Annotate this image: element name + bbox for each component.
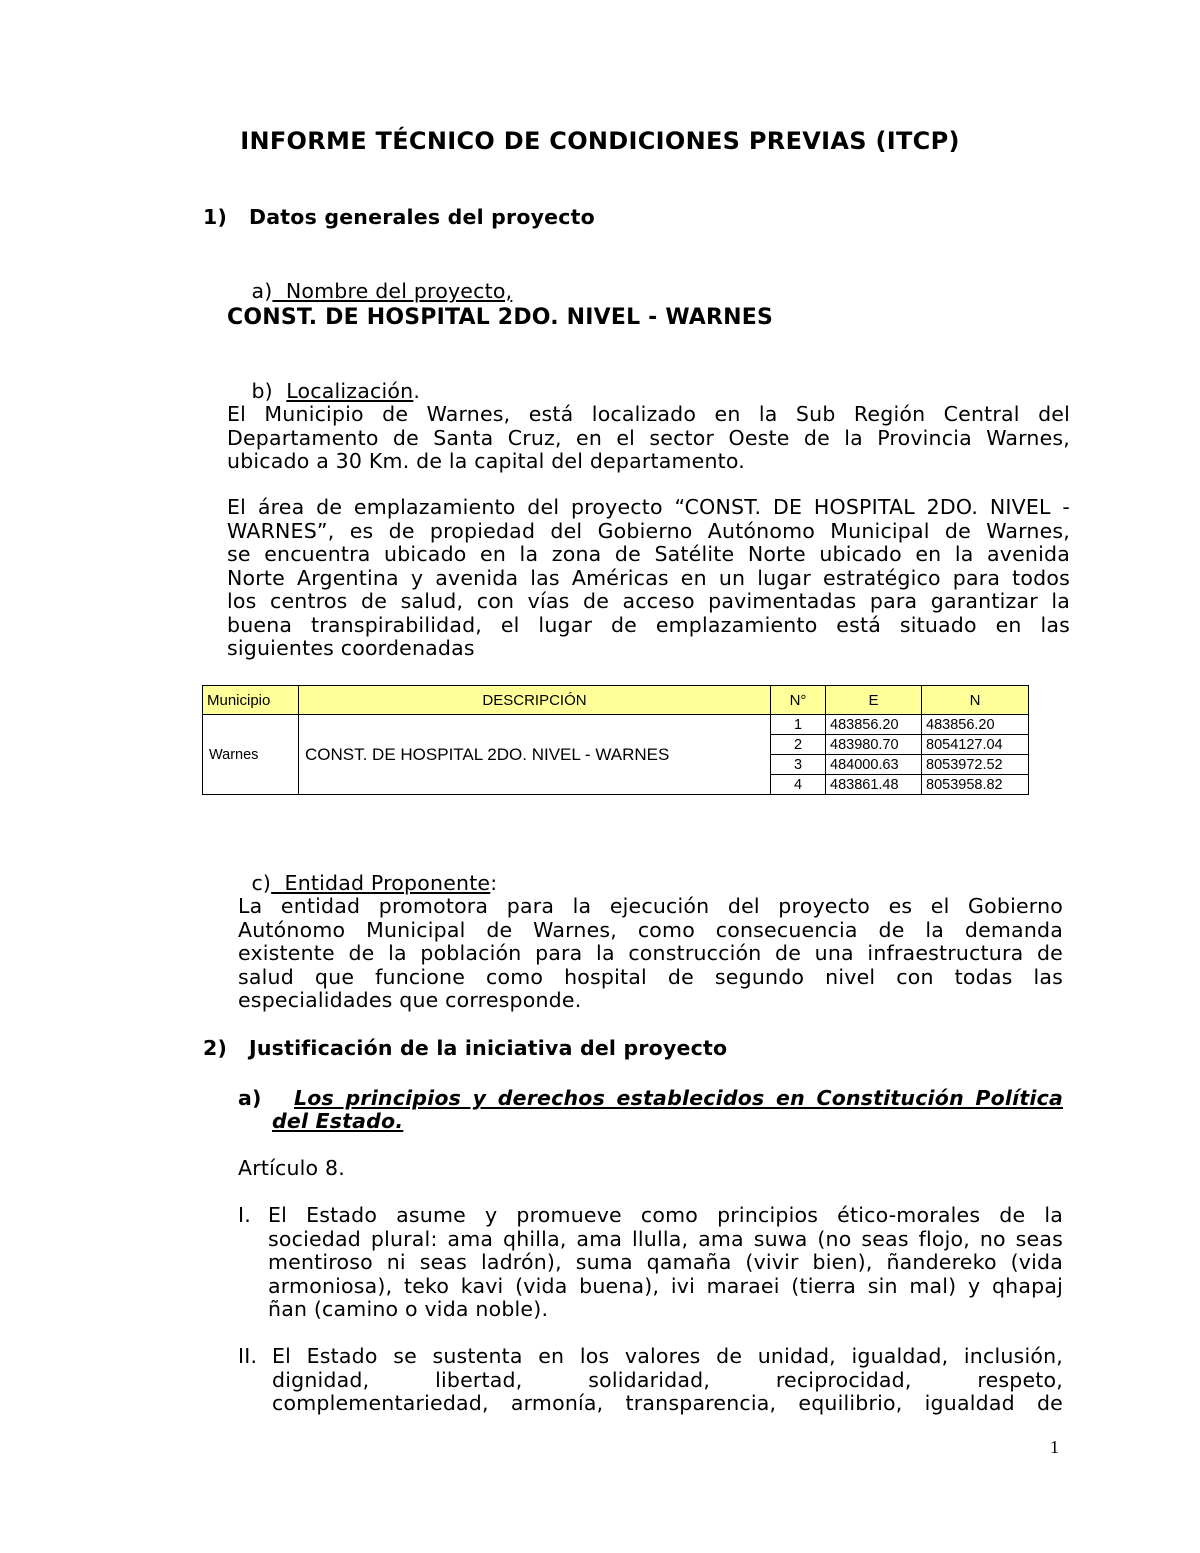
paragraph-line: especialidades que corresponde. [238, 988, 582, 1012]
subsection-a-heading [238, 256, 512, 303]
paragraph-line: se encuentra ubicado en la zona de Satélite Norte ubicado en la avenida [227, 542, 1070, 566]
subsection-c-heading [238, 848, 497, 895]
item-1-text [268, 1204, 1063, 1322]
paragraph-line: dignidad, libertad, solidaridad, reciprocidad, respeto, [272, 1367, 1063, 1392]
paragraph-line: buena transpirabilidad, el lugar de emplazamiento está situado en las [227, 612, 1070, 637]
paragraph-line: ñan (camino o vida noble). [268, 1297, 549, 1321]
paragraph-line: ubicado a 30 Km. de la capital del departamento. [227, 449, 745, 473]
cell-n: 8053972.52 [922, 755, 1029, 775]
cell-number: 3 [771, 755, 826, 775]
section-2-heading: 2) Justificación de la iniciativa del proyecto [203, 1036, 728, 1060]
paragraph-line: sociedad plural: ama qhilla, ama llulla, ama suwa (no seas flojo, no seas [268, 1226, 1063, 1251]
paragraph-line: salud que funcione como hospital de segundo nivel con todas las [238, 964, 1063, 989]
subsection-b-marker: b) [251, 378, 287, 403]
cell-number: 1 [771, 715, 826, 735]
cell-e: 484000.63 [826, 755, 922, 775]
header-e: E [826, 686, 922, 715]
paragraph-line: existente de la población para la construcción de una infraestructura de [238, 941, 1063, 965]
paragraph-line: mentiroso ni seas ladrón), suma qamaña (vivir bien), ñandereko (vida [268, 1250, 1063, 1274]
articulo-heading: Artículo 8. [238, 1156, 345, 1180]
item-1-marker: I. [238, 1203, 251, 1227]
subsection-b-label: Localización [286, 378, 414, 403]
paragraph-line: El Estado asume y promueve como principios ético-morales de la [268, 1203, 1063, 1227]
header-descripcion: DESCRIPCIÓN [299, 686, 771, 715]
project-name: CONST. DE HOSPITAL 2DO. NIVEL - WARNES [227, 305, 774, 330]
subsection-b-dot: . [413, 378, 421, 403]
subsection-c-label: Entidad Proponente [271, 870, 491, 895]
cell-descripcion: CONST. DE HOSPITAL 2DO. NIVEL - WARNES [299, 715, 771, 795]
paragraph-line: Norte Argentina y avenida las Américas en un lugar estratégico para todos [227, 565, 1070, 590]
paragraph-line: Departamento de Santa Cruz, en el sector Oeste de la Provincia Warnes, [227, 425, 1070, 450]
cell-number: 2 [771, 735, 826, 755]
cell-e: 483861.48 [826, 775, 922, 795]
item-2-marker: II. [238, 1344, 258, 1368]
paragraph-line: los centros de salud, con vías de acceso pavimentadas para garantizar la [227, 589, 1070, 613]
location-paragraph [227, 403, 1070, 474]
coordinates-table [202, 685, 1029, 795]
header-numero: N° [771, 686, 826, 715]
section-2-a-text-2: del Estado. [272, 1109, 404, 1133]
subsection-a-label: Nombre del proyecto, [272, 278, 513, 303]
section-1-heading: 1) Datos generales del proyecto [203, 205, 595, 229]
cell-n: 8053958.82 [922, 775, 1029, 795]
page-number: 1 [1050, 1437, 1059, 1457]
entity-paragraph [238, 895, 1063, 1013]
header-municipio: Municipio [203, 686, 299, 715]
cell-e: 483980.70 [826, 735, 922, 755]
section-2-a-line-1 [294, 1087, 1063, 1111]
section-2-a-marker: a) [238, 1086, 262, 1110]
cell-number: 4 [771, 775, 826, 795]
cell-municipio: Warnes [203, 715, 299, 795]
paragraph-line: La entidad promotora para la ejecución del proyecto es el Gobierno [238, 894, 1063, 918]
paragraph-line: siguientes coordenadas [227, 636, 475, 660]
paragraph-line: El Estado se sustenta en los valores de unidad, igualdad, inclusión, [272, 1344, 1063, 1368]
subsection-c-marker: c) [251, 870, 272, 895]
cell-e: 483856.20 [826, 715, 922, 735]
paragraph-line: Autónomo Municipal de Warnes, como consecuencia de la demanda [238, 917, 1063, 942]
paragraph-line: El Municipio de Warnes, está localizado en la Sub Región Central del [227, 402, 1070, 426]
item-2-text [272, 1345, 1063, 1416]
header-n: N [922, 686, 1029, 715]
table-header-row [203, 686, 1029, 715]
paragraph-line: armoniosa), teko kavi (vida buena), ivi maraei (tierra sin mal) y qhapaj [268, 1273, 1063, 1298]
section-2-a-text: Los principios y derechos establecidos en Constitución Política [294, 1086, 1063, 1110]
section-2-a-line-2 [272, 1110, 403, 1134]
subsection-a-marker: a) [251, 278, 273, 303]
emplacement-paragraph [227, 496, 1070, 661]
subsection-c-colon: : [490, 870, 498, 895]
paragraph-line: El área de emplazamiento del proyecto “CONST. DE HOSPITAL 2DO. NIVEL - [227, 495, 1070, 519]
paragraph-line: complementariedad, armonía, transparencia, equilibrio, igualdad de [272, 1391, 1063, 1415]
paragraph-line: WARNES”, es de propiedad del Gobierno Autónomo Municipal de Warnes, [227, 518, 1070, 543]
cell-n: 483856.20 [922, 715, 1029, 735]
cell-n: 8054127.04 [922, 735, 1029, 755]
document-title: INFORME TÉCNICO DE CONDICIONES PREVIAS (ITCP) [240, 127, 960, 155]
table-row [203, 715, 1029, 735]
subsection-b-heading [238, 356, 420, 403]
